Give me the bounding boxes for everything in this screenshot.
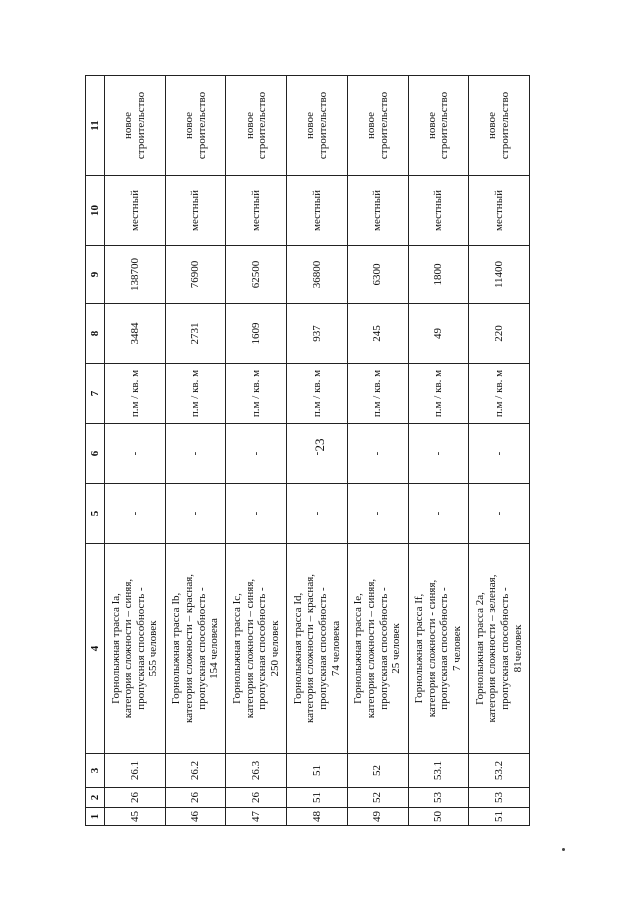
description-cell (469, 544, 530, 754)
description-cell (165, 544, 226, 754)
table-row (226, 76, 287, 826)
description-line: пропускная способность - (438, 587, 451, 710)
area-cell: 11400 (469, 246, 530, 304)
table-row (105, 76, 166, 826)
col2-cell: 52 (347, 788, 408, 808)
unit-cell: п.м / кв. м (165, 364, 226, 424)
description-cell (226, 544, 287, 754)
description-line: категория сложности – синяя, (122, 578, 135, 719)
col5-cell: - (226, 484, 287, 544)
col3-cell: 53.2 (469, 754, 530, 788)
col3-cell: 53.1 (408, 754, 469, 788)
description-line: категория сложности – синяя, (365, 578, 378, 719)
description-line: пропускная способность - (499, 587, 512, 710)
significance-cell: местный (105, 176, 166, 246)
page-number: 23 (312, 438, 327, 452)
ski-trail-table (85, 75, 530, 826)
significance-cell: местный (347, 176, 408, 246)
length-cell: 245 (347, 304, 408, 364)
description-line: пропускная способность - (195, 587, 208, 710)
col5-cell: - (469, 484, 530, 544)
unit-cell: п.м / кв. м (105, 364, 166, 424)
col5-cell: - (347, 484, 408, 544)
status-cell: новое строительство (347, 76, 408, 176)
status-cell: новое строительство (226, 76, 287, 176)
stray-dot (562, 848, 565, 851)
description-line: 154 человека (208, 618, 221, 679)
area-cell: 138700 (105, 246, 166, 304)
significance-cell: местный (165, 176, 226, 246)
unit-cell: п.м / кв. м (408, 364, 469, 424)
col6-cell: - (287, 424, 348, 484)
column-header: 2 (86, 788, 105, 808)
col3-cell: 51 (287, 754, 348, 788)
description-line: Горнолыжная трасса Id, (291, 592, 304, 705)
row-number-cell: 51 (469, 808, 530, 826)
row-number-cell: 45 (105, 808, 166, 826)
row-number-cell: 48 (287, 808, 348, 826)
significance-cell: местный (408, 176, 469, 246)
header-row (86, 76, 105, 826)
col2-cell: 26 (165, 788, 226, 808)
length-cell: 220 (469, 304, 530, 364)
description-line: Горнолыжная трасса Ie, (352, 593, 365, 704)
area-cell: 1800 (408, 246, 469, 304)
col2-cell: 51 (287, 788, 348, 808)
description-line: категория сложности – красная, (182, 573, 195, 724)
row-number-cell: 46 (165, 808, 226, 826)
col3-cell: 52 (347, 754, 408, 788)
description-line: 7 человек (451, 626, 463, 672)
table-row (287, 76, 348, 826)
status-cell: новое строительство (287, 76, 348, 176)
area-cell: 76900 (165, 246, 226, 304)
description-line: категория сложности – красная, (304, 573, 317, 724)
status-cell: новое строительство (165, 76, 226, 176)
length-cell: 2731 (165, 304, 226, 364)
description-line: 74 человека (329, 620, 342, 677)
length-cell: 1609 (226, 304, 287, 364)
description-line: пропускная способность - (134, 587, 147, 710)
col2-cell: 53 (408, 788, 469, 808)
description-line: 81человек (511, 624, 524, 673)
column-header: 3 (86, 754, 105, 788)
column-header: 10 (86, 176, 105, 246)
status-cell: новое строительство (408, 76, 469, 176)
col3-cell: 26.1 (105, 754, 166, 788)
col5-cell: - (408, 484, 469, 544)
row-number-cell: 50 (408, 808, 469, 826)
table-body (105, 76, 530, 826)
column-header: 1 (86, 808, 105, 826)
description-line: Горнолыжная трасса If, (413, 593, 426, 704)
col6-cell: - (408, 424, 469, 484)
column-header: 11 (86, 76, 105, 176)
description-line: 250 человек (268, 620, 281, 677)
column-header: 6 (86, 424, 105, 484)
description-cell (408, 544, 469, 754)
table-row (347, 76, 408, 826)
description-cell (347, 544, 408, 754)
status-cell: новое строительство (469, 76, 530, 176)
col5-cell: - (165, 484, 226, 544)
unit-cell: п.м / кв. м (347, 364, 408, 424)
unit-cell: п.м / кв. м (469, 364, 530, 424)
table-row (408, 76, 469, 826)
description-line: 25 человек (390, 623, 403, 674)
area-cell: 6300 (347, 246, 408, 304)
description-line: категория сложности – зеленая, (486, 574, 499, 723)
area-cell: 36800 (287, 246, 348, 304)
table-row (165, 76, 226, 826)
table-container (85, 76, 530, 826)
description-line: категория сложности - синяя, (425, 579, 438, 718)
row-number-cell: 49 (347, 808, 408, 826)
row-number-cell: 47 (226, 808, 287, 826)
col2-cell: 53 (469, 788, 530, 808)
description-cell (287, 544, 348, 754)
description-line: 555 человек (147, 620, 160, 677)
col6-cell: - (469, 424, 530, 484)
description-line: Горнолыжная трасса Ia, (109, 593, 122, 704)
table-row (469, 76, 530, 826)
col6-cell: - (226, 424, 287, 484)
description-line: пропускная способность - (316, 587, 329, 710)
significance-cell: местный (226, 176, 287, 246)
description-line: Горнолыжная трасса Ic, (230, 593, 243, 704)
description-line: Горнолыжная трасса 2a, (473, 592, 486, 705)
col5-cell: - (105, 484, 166, 544)
col5-cell: - (287, 484, 348, 544)
description-line: категория сложности – синяя, (243, 578, 256, 719)
rotated-table-frame (85, 76, 530, 826)
significance-cell: местный (287, 176, 348, 246)
col3-cell: 26.3 (226, 754, 287, 788)
unit-cell: п.м / кв. м (287, 364, 348, 424)
col6-cell: - (347, 424, 408, 484)
col6-cell: - (105, 424, 166, 484)
length-cell: 937 (287, 304, 348, 364)
description-cell (105, 544, 166, 754)
unit-cell: п.м / кв. м (226, 364, 287, 424)
col6-cell: - (165, 424, 226, 484)
column-header: 5 (86, 484, 105, 544)
col3-cell: 26.2 (165, 754, 226, 788)
description-line: пропускная способность - (256, 587, 269, 710)
description-line: пропускная способность - (377, 587, 390, 710)
status-cell: новое строительство (105, 76, 166, 176)
description-line: Горнолыжная трасса Ib, (170, 592, 183, 705)
column-header: 9 (86, 246, 105, 304)
column-header: 7 (86, 364, 105, 424)
length-cell: 49 (408, 304, 469, 364)
area-cell: 62500 (226, 246, 287, 304)
column-header: 8 (86, 304, 105, 364)
column-header: 4 (86, 544, 105, 754)
length-cell: 3484 (105, 304, 166, 364)
col2-cell: 26 (226, 788, 287, 808)
significance-cell: местный (469, 176, 530, 246)
col2-cell: 26 (105, 788, 166, 808)
